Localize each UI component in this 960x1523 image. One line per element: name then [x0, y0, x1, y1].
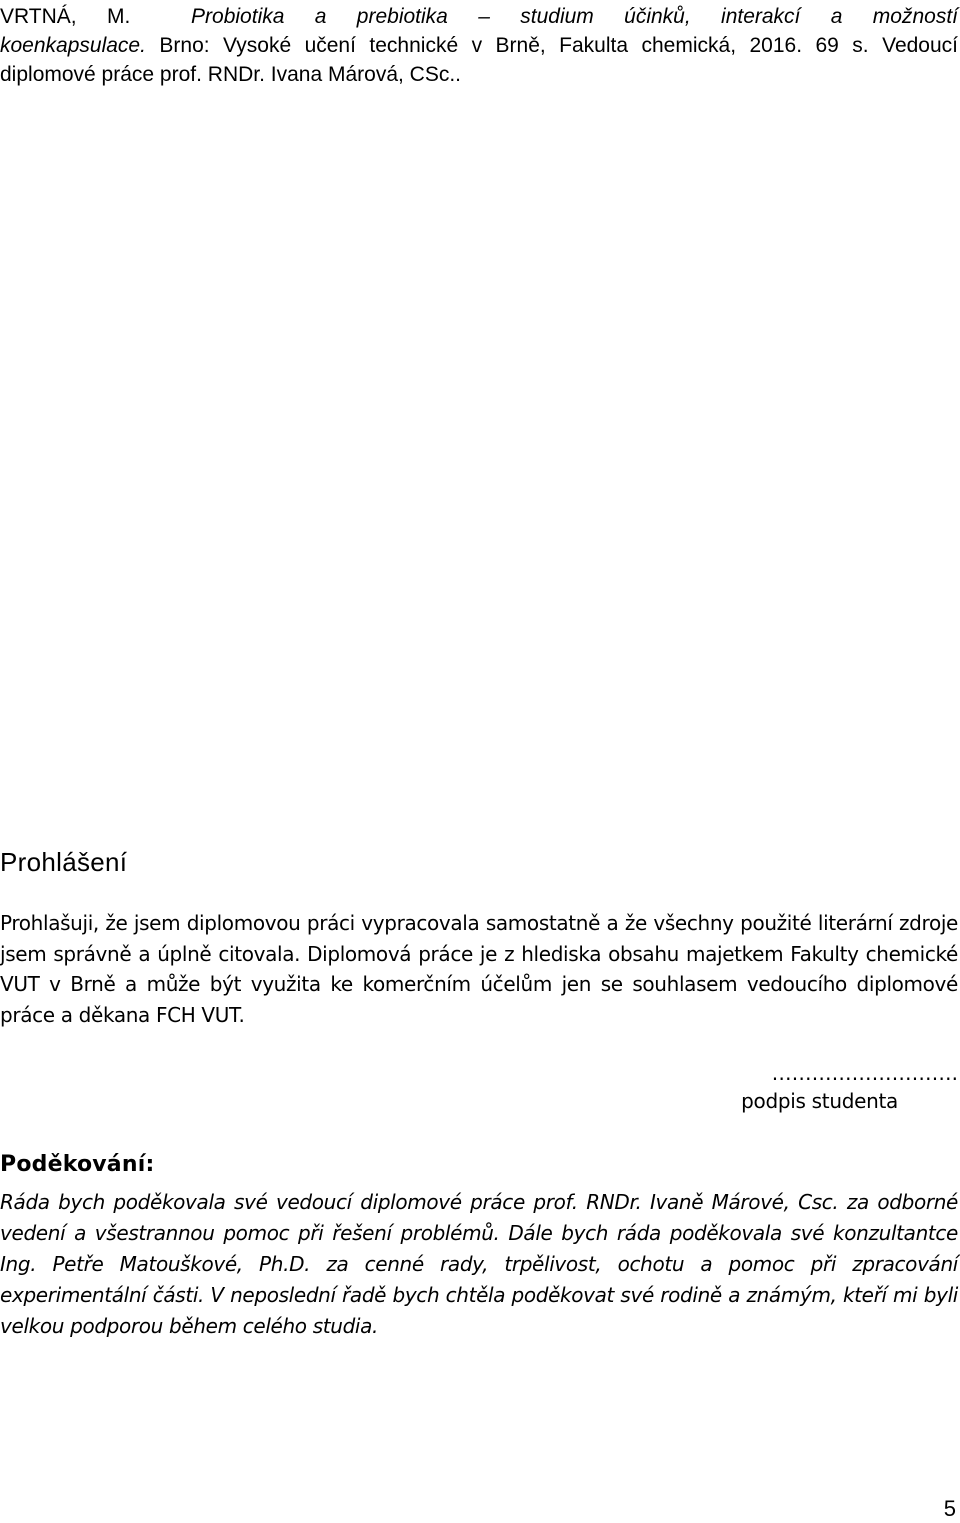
citation-supervisor: diplomové práce prof. RNDr. Ivana Márová, CSc..: [0, 63, 462, 86]
bibliographic-citation: [0, 2, 958, 89]
declaration-heading: Prohlášení: [0, 847, 128, 877]
citation-line-1: [0, 2, 958, 31]
signature-label: podpis studenta: [741, 1089, 898, 1113]
acknowledgement-heading: Poděkování:: [0, 1152, 155, 1177]
citation-author: VRTNÁ, M.: [0, 5, 131, 28]
citation-title-end: koenkapsulace.: [0, 34, 146, 57]
acknowledgement-text: Ráda bych poděkovala své vedoucí diplomové práce prof. RNDr. Ivaně Márové, Csc. za odborné vedení a všestrannou pomoc při řešení problémů. Dále bych ráda poděkovala své konzultantce Ing. Petře Matouškové, Ph.D. za cenné rady, trpělivost, ochotu a pomoc při zpracování experimentální části. V neposlední řadě bych chtěla poděkovat své rodině a známým, kteří mi byli velkou podporou během celého studia.: [0, 1190, 958, 1338]
citation-line-2: [0, 31, 958, 60]
page-number: 5: [943, 1496, 956, 1521]
citation-title-start: Probiotika a prebiotika – studium účinků, interakcí a možností: [191, 5, 958, 28]
declaration-text: Prohlašuji, že jsem diplomovou práci vypracovala samostatně a že všechny použité literární zdroje jsem správně a úplně citovala. Diplomová práce je z hlediska obsahu majetkem Fakulty chemické VUT v Brně a může být využita ke komerčním účelům jen se souhlasem vedoucího diplomové práce a děkana FCH VUT.: [0, 911, 958, 1027]
citation-publisher: Brno: Vysoké učení technické v Brně, Fakulta chemická, 2016. 69 s. Vedoucí: [145, 34, 958, 57]
signature-line: ……………………….: [771, 1061, 958, 1085]
